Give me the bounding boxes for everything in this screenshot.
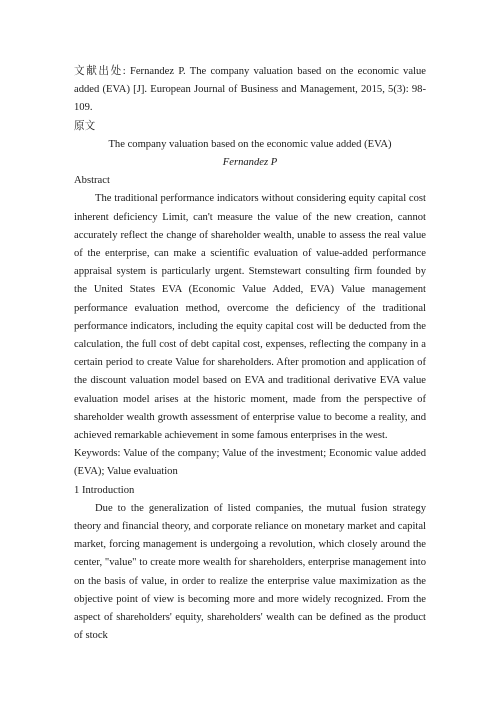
section-heading: 1 Introduction — [74, 484, 135, 496]
keywords-line: Keywords: Value of the company; Value of the investment; Economic value added (EVA); Value evaluation — [74, 448, 426, 478]
paper-author: Fernandez P — [222, 157, 278, 169]
intro-body: Due to the generalization of listed companies, the mutual fusion strategy theory and financial theory, and corporate reliance on monetary market and capital market, forcing management is undergoing a revolution, which closely around the center, "value" to create more wealth for shareholders, enterprise management into on the basis of value, in order to realize the enterprise value maximization as the objective point of view is becoming more and more widely recognized. From the aspect of shareholders' equity, shareholders' wealth can be defined as the product of stock — [74, 502, 426, 642]
paper-title: The company valuation based on the economic value added (EVA) — [108, 138, 392, 150]
original-text-label: 原文 — [74, 120, 96, 132]
abstract-body: The traditional performance indicators without considering equity capital cost inherent deficiency Limit, can't measure the value of the new creation, cannot accurately reflect the change of shareholder wealth, unable to assess the real value of the enterprise, can make a scientific evaluation of value-added performance appraisal system is particularly urgent. Stemstewart consulting firm founded by the United States EVA (Economic Value Added, EVA) Value management performance evaluation method, overcome the deficiency of the traditional performance indicators, including the equity capital cost will be deducted from the calculation, the full cost of debt capital cost, expenses, reflecting the company in a certain period to create Value for shareholders. After promotion and application of the discount valuation model based on EVA and traditional derivative EVA value evaluation model arises at the historic moment, made from the perspective of shareholder wealth growth assessment of enterprise value to become a reality, and achieved remarkable achievement in some famous enterprises in the west. — [74, 193, 426, 442]
abstract-heading: Abstract — [74, 175, 110, 187]
source-citation: 文献出处: Fernandez P. The company valuation based on the economic value added (EVA) [J]. European Journal of Business and Management, 2015, 5(3): 98-109. — [74, 66, 426, 114]
